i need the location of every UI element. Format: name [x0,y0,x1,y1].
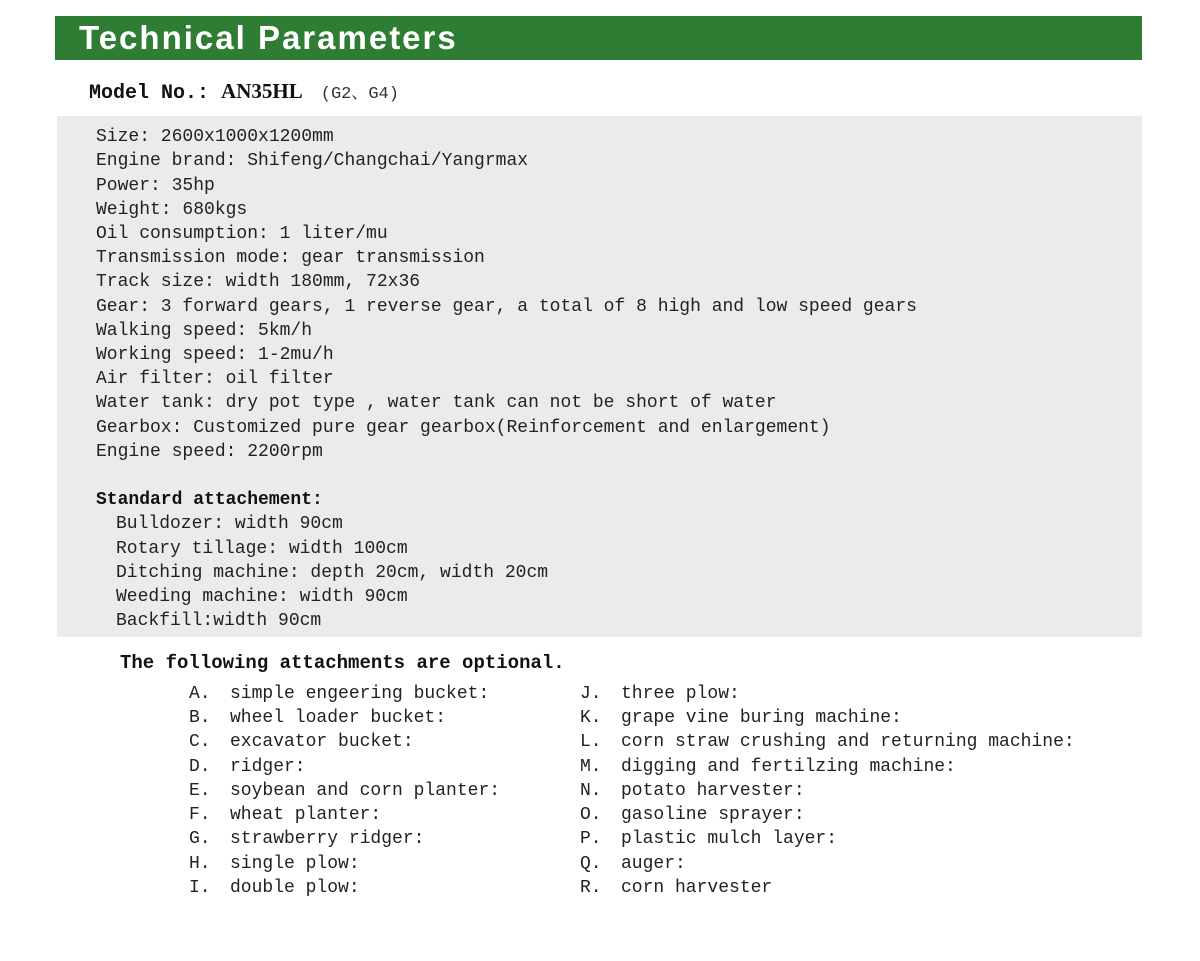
optional-item-letter: M. [580,757,602,777]
optional-item-text: grape vine buring machine: [621,708,902,728]
optional-item-text: ridger: [230,757,306,777]
optional-item-text: strawberry ridger: [230,829,425,849]
optional-item-letter: I. [189,878,211,898]
optional-item-text: plastic mulch layer: [621,829,838,849]
spec-water-tank: Water tank: dry pot type , water tank can not be short of water [96,393,777,413]
optional-item-letter: L. [580,732,602,752]
optional-item-letter: E. [189,781,211,801]
spec-engine-speed: Engine speed: 2200rpm [96,442,323,462]
optional-item-text: wheel loader bucket: [230,708,447,728]
optional-item-letter: A. [189,684,211,704]
spec-transmission: Transmission mode: gear transmission [96,248,485,268]
spec-size: Size: 2600x1000x1200mm [96,127,334,147]
optional-item-text: gasoline sprayer: [621,805,805,825]
standard-attachment-title: Standard attachement: [96,490,323,510]
model-variant: (G2、G4) [320,85,399,104]
title-banner [55,16,1142,60]
optional-item-text: three plow: [621,684,740,704]
spec-working-speed: Working speed: 1-2mu/h [96,345,334,365]
optional-item-text: corn harvester [621,878,773,898]
optional-item-letter: B. [189,708,211,728]
optional-item-text: auger: [621,854,686,874]
model-number: AN35HL [221,79,303,103]
spec-gearbox: Gearbox: Customized pure gear gearbox(Reinforcement and enlargement) [96,418,831,438]
optional-item-letter: K. [580,708,602,728]
optional-item-text: excavator bucket: [230,732,414,752]
standard-attachment-item: Bulldozer: width 90cm [116,514,343,534]
optional-item-text: digging and fertilzing machine: [621,757,956,777]
optional-item-text: wheat planter: [230,805,382,825]
spec-air-filter: Air filter: oil filter [96,369,334,389]
optional-item-letter: C. [189,732,211,752]
spec-gear: Gear: 3 forward gears, 1 reverse gear, a total of 8 high and low speed gears [96,297,917,317]
standard-attachment-item: Rotary tillage: width 100cm [116,539,408,559]
spec-track-size: Track size: width 180mm, 72x36 [96,272,421,292]
optional-item-letter: D. [189,757,211,777]
optional-item-letter: O. [580,805,602,825]
optional-item-text: simple engeering bucket: [230,684,490,704]
optional-item-text: potato harvester: [621,781,805,801]
optional-item-letter: G. [189,829,211,849]
optional-item-text: soybean and corn planter: [230,781,501,801]
optional-item-letter: J. [580,684,602,704]
optional-item-letter: N. [580,781,602,801]
spec-power: Power: 35hp [96,176,215,196]
optional-item-letter: F. [189,805,211,825]
optional-item-letter: H. [189,854,211,874]
spec-oil-consumption: Oil consumption: 1 liter/mu [96,224,388,244]
optional-item-letter: R. [580,878,602,898]
optional-item-letter: Q. [580,854,602,874]
model-number-line [89,78,399,108]
spec-panel [57,116,1142,637]
spec-weight: Weight: 680kgs [96,200,248,220]
spec-engine-brand: Engine brand: Shifeng/Changchai/Yangrmax [96,151,529,171]
optional-attachments-title: The following attachments are optional. [120,652,565,674]
optional-item-text: corn straw crushing and returning machine: [621,732,1075,752]
model-label: Model No.: [89,82,210,105]
optional-item-text: double plow: [230,878,360,898]
standard-attachment-item: Weeding machine: width 90cm [116,587,408,607]
optional-item-letter: P. [580,829,602,849]
standard-attachment-item: Ditching machine: depth 20cm, width 20cm [116,563,549,583]
standard-attachment-item: Backfill:width 90cm [116,611,322,631]
optional-item-text: single plow: [230,854,360,874]
page-title: Technical Parameters [79,19,458,56]
spec-walking-speed: Walking speed: 5km/h [96,321,313,341]
